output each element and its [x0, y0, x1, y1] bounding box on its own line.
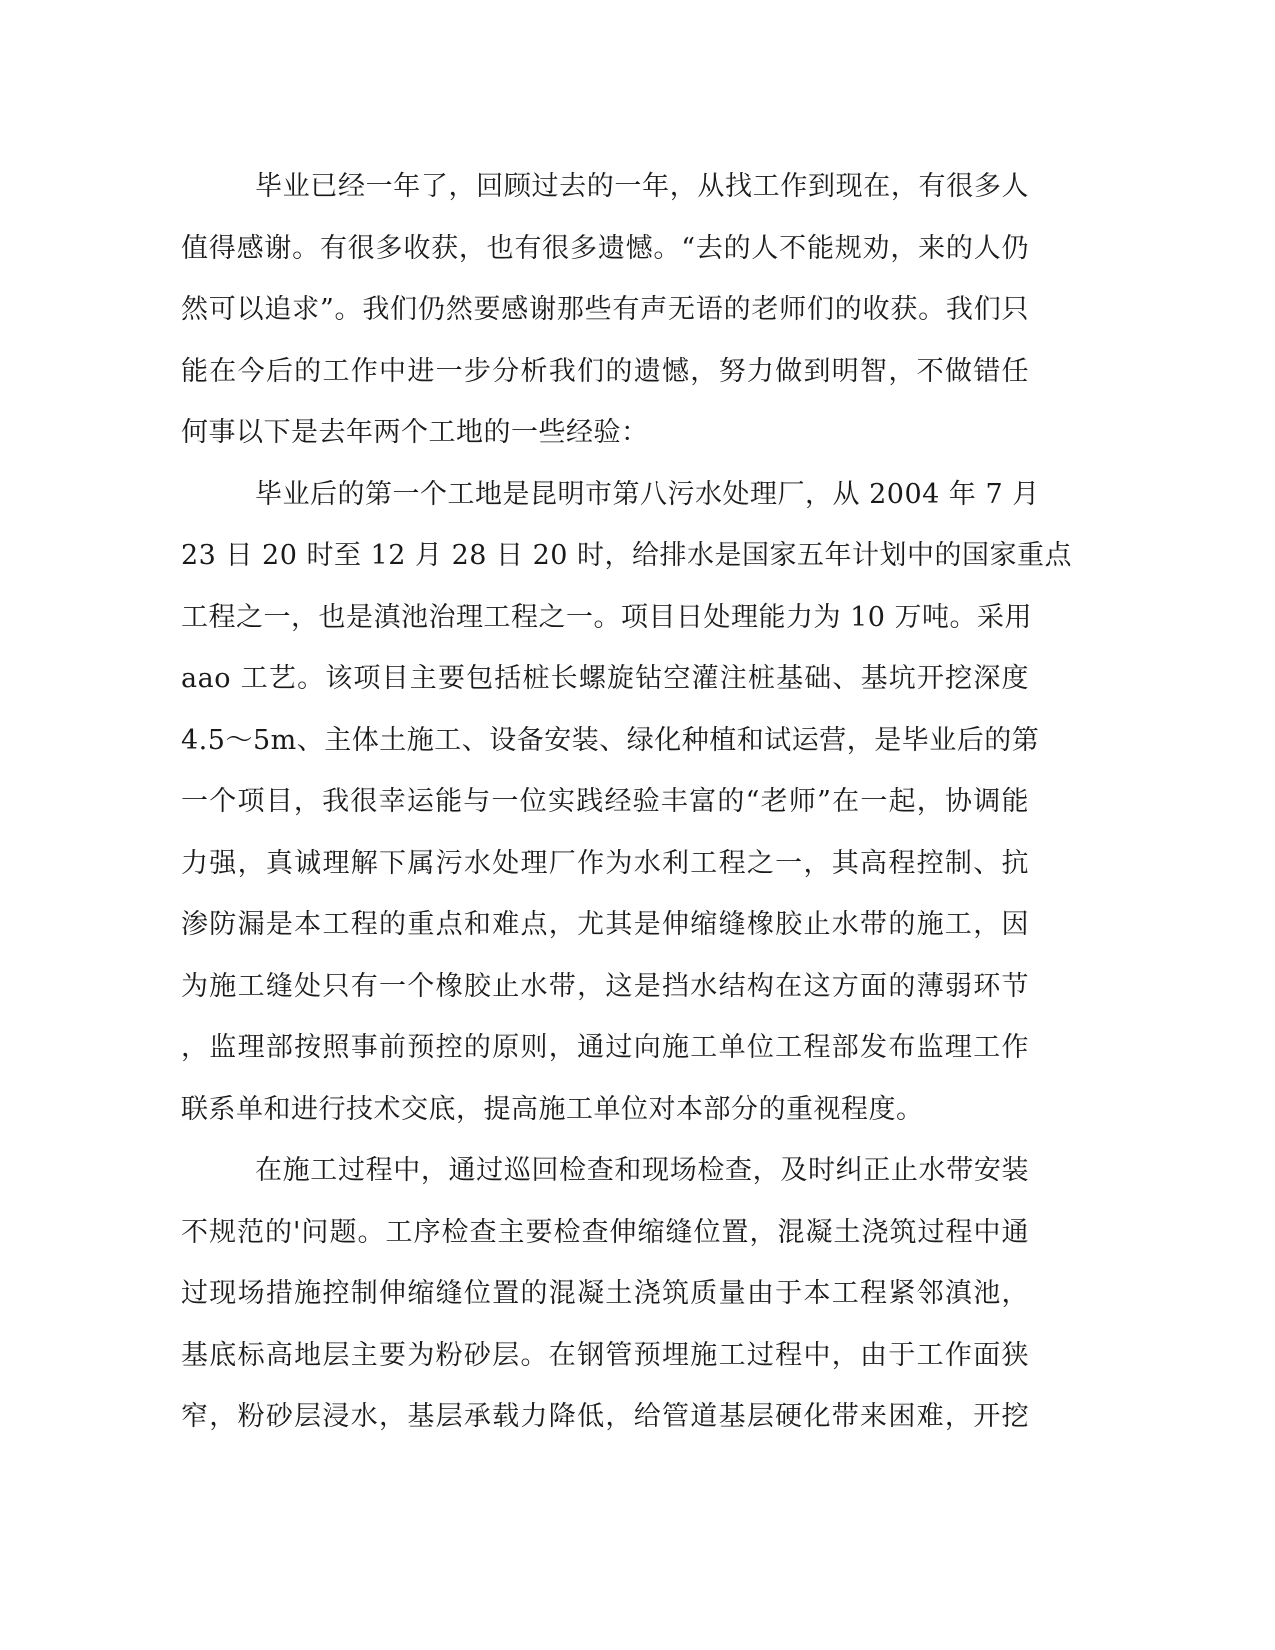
text-line: 一个项目，我很幸运能与一位实践经验丰富的“老师”在一起，协调能 [181, 786, 1029, 817]
text-line: 过现场措施控制伸缩缝位置的混凝土浇筑质量由于本工程紧邻滇池， [181, 1278, 1029, 1309]
paragraph-3 [181, 1140, 1029, 1448]
text-line: 在施工过程中，通过巡回检查和现场检查，及时纠正止水带安装 [255, 1155, 1029, 1186]
text-line: 毕业已经一年了，回顾过去的一年，从找工作到现在，有很多人 [255, 171, 1029, 202]
document-body [181, 156, 1073, 1448]
text-line: 23 日 20 时至 12 月 28 日 20 时，给排水是国家五年计划中的国家重点 [181, 540, 1073, 571]
text-line: aao 工艺。该项目主要包括桩长螺旋钻空灌注桩基础、基坑开挖深度 [181, 663, 1029, 694]
text-line: 值得感谢。有很多收获，也有很多遗憾。“去的人不能规劝，来的人仍 [181, 232, 1029, 264]
text-line: 不规范的'问题。工序检查主要检查伸缩缝位置，混凝土浇筑过程中通 [181, 1216, 1029, 1248]
text-line: 渗防漏是本工程的重点和难点，尤其是伸缩缝橡胶止水带的施工，因 [181, 909, 1029, 940]
text-line: 能在今后的工作中进一步分析我们的遗憾，努力做到明智，不做错任 [181, 355, 1029, 387]
text-line: ，监理部按照事前预控的原则，通过向施工单位工程部发布监理工作 [181, 1032, 1029, 1063]
text-line: 工程之一，也是滇池治理工程之一。项目日处理能力为 10 万吨。采用 [181, 601, 1033, 633]
text-line: 4.5～5m、主体土施工、设备安装、绿化种植和试运营，是毕业后的第 [181, 724, 1040, 756]
text-line: 为施工缝处只有一个橡胶止水带，这是挡水结构在这方面的薄弱环节 [181, 970, 1029, 1002]
text-line: 然可以追求”。我们仍然要感谢那些有声无语的老师们的收获。我们只 [181, 294, 1029, 325]
text-line: 力强，真诚理解下属污水处理厂作为水利工程之一，其高程控制、抗 [181, 847, 1029, 879]
text-line: 窄，粉砂层浸水，基层承载力降低，给管道基层硬化带来困难，开挖 [181, 1401, 1029, 1432]
text-line: 毕业后的第一个工地是昆明市第八污水处理厂，从 2004 年 7 月 [255, 478, 1040, 510]
paragraph-2 [181, 464, 1073, 1141]
text-line: 基底标高地层主要为粉砂层。在钢管预埋施工过程中，由于工作面狭 [181, 1339, 1029, 1371]
paragraph-1 [181, 156, 1029, 464]
text-line: 何事以下是去年两个工地的一些经验： [181, 417, 649, 448]
text-line: 联系单和进行技术交底，提高施工单位对本部分的重视程度。 [181, 1093, 924, 1125]
